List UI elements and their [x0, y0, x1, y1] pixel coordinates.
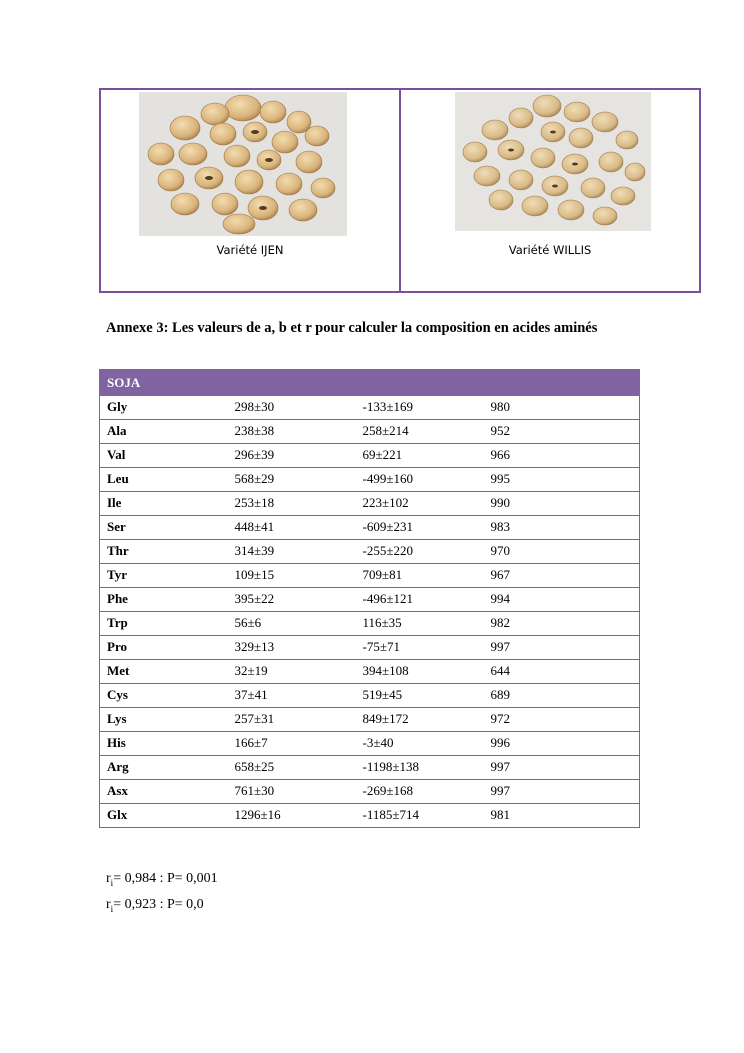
cell-amino-acid: Ser	[100, 516, 228, 540]
cell-a-value: 296±39	[228, 444, 356, 468]
cell-b-value: 69±221	[356, 444, 484, 468]
cell-amino-acid: Tyr	[100, 564, 228, 588]
table-row	[100, 420, 640, 444]
cell-b-value: 709±81	[356, 564, 484, 588]
cell-a-value: 56±6	[228, 612, 356, 636]
bean-photo-willis	[455, 92, 651, 231]
table-row	[100, 708, 640, 732]
cell-r-value: 966	[484, 444, 640, 468]
cell-a-value: 32±19	[228, 660, 356, 684]
table-header-soja: SOJA	[100, 370, 640, 396]
table-row	[100, 516, 640, 540]
table-row	[100, 612, 640, 636]
cell-a-value: 568±29	[228, 468, 356, 492]
cell-b-value: -75±71	[356, 636, 484, 660]
cell-amino-acid: Glx	[100, 804, 228, 828]
cell-amino-acid: Ile	[100, 492, 228, 516]
amino-acid-table	[99, 369, 640, 828]
cell-amino-acid: Gly	[100, 396, 228, 420]
cell-r-value: 644	[484, 660, 640, 684]
cell-amino-acid: Phe	[100, 588, 228, 612]
cell-r-value: 689	[484, 684, 640, 708]
correlation-note-2	[106, 897, 204, 914]
cell-b-value: -269±168	[356, 780, 484, 804]
table-row	[100, 396, 640, 420]
figure-cell-willis	[399, 90, 699, 291]
note-prefix: r	[106, 897, 111, 912]
figure-table	[99, 88, 701, 293]
figure-cell-ijen	[101, 90, 399, 291]
cell-r-value: 996	[484, 732, 640, 756]
cell-amino-acid: Lys	[100, 708, 228, 732]
cell-a-value: 329±13	[228, 636, 356, 660]
cell-r-value: 970	[484, 540, 640, 564]
cell-a-value: 37±41	[228, 684, 356, 708]
cell-r-value: 980	[484, 396, 640, 420]
note-subscript: i	[110, 877, 114, 888]
cell-r-value: 981	[484, 804, 640, 828]
cell-r-value: 967	[484, 564, 640, 588]
note-text: = 0,923 : P= 0,0	[113, 897, 204, 912]
cell-r-value: 995	[484, 468, 640, 492]
bean-photo-willis-graphic	[455, 92, 651, 231]
cell-a-value: 253±18	[228, 492, 356, 516]
table-row	[100, 540, 640, 564]
table-row	[100, 756, 640, 780]
cell-a-value: 761±30	[228, 780, 356, 804]
table-row	[100, 444, 640, 468]
table-row	[100, 660, 640, 684]
cell-b-value: -3±40	[356, 732, 484, 756]
cell-a-value: 298±30	[228, 396, 356, 420]
cell-r-value: 994	[484, 588, 640, 612]
cell-amino-acid: Arg	[100, 756, 228, 780]
bean-photo-ijen	[139, 92, 347, 236]
cell-a-value: 238±38	[228, 420, 356, 444]
cell-r-value: 983	[484, 516, 640, 540]
cell-a-value: 166±7	[228, 732, 356, 756]
cell-amino-acid: Thr	[100, 540, 228, 564]
cell-r-value: 997	[484, 780, 640, 804]
cell-r-value: 952	[484, 420, 640, 444]
cell-a-value: 314±39	[228, 540, 356, 564]
cell-b-value: 116±35	[356, 612, 484, 636]
cell-a-value: 448±41	[228, 516, 356, 540]
table-row	[100, 780, 640, 804]
cell-b-value: -1198±138	[356, 756, 484, 780]
cell-r-value: 972	[484, 708, 640, 732]
note-prefix: r	[106, 871, 111, 886]
cell-b-value: -499±160	[356, 468, 484, 492]
cell-b-value: -609±231	[356, 516, 484, 540]
table-body	[100, 396, 640, 828]
cell-amino-acid: Ala	[100, 420, 228, 444]
cell-b-value: -1185±714	[356, 804, 484, 828]
cell-a-value: 395±22	[228, 588, 356, 612]
cell-r-value: 997	[484, 756, 640, 780]
cell-amino-acid: His	[100, 732, 228, 756]
cell-amino-acid: Val	[100, 444, 228, 468]
cell-amino-acid: Leu	[100, 468, 228, 492]
table-row	[100, 564, 640, 588]
cell-b-value: 258±214	[356, 420, 484, 444]
table-row	[100, 588, 640, 612]
table-row	[100, 684, 640, 708]
annexe-title: Annexe 3: Les valeurs de a, b et r pour calculer la composition en acides aminés	[106, 320, 598, 336]
cell-r-value: 982	[484, 612, 640, 636]
table-header-row	[100, 370, 640, 396]
cell-amino-acid: Met	[100, 660, 228, 684]
cell-a-value: 257±31	[228, 708, 356, 732]
figure-caption-ijen: Variété IJEN	[216, 243, 284, 257]
cell-b-value: -133±169	[356, 396, 484, 420]
cell-b-value: -496±121	[356, 588, 484, 612]
cell-amino-acid: Pro	[100, 636, 228, 660]
table-row	[100, 468, 640, 492]
table-row	[100, 636, 640, 660]
correlation-note-1	[106, 871, 218, 888]
cell-a-value: 1296±16	[228, 804, 356, 828]
table-row	[100, 732, 640, 756]
cell-amino-acid: Cys	[100, 684, 228, 708]
cell-b-value: -255±220	[356, 540, 484, 564]
note-subscript: i	[110, 903, 114, 914]
table-row	[100, 804, 640, 828]
figure-caption-willis: Variété WILLIS	[508, 243, 592, 257]
cell-b-value: 519±45	[356, 684, 484, 708]
cell-r-value: 997	[484, 636, 640, 660]
bean-photo-ijen-graphic	[139, 92, 347, 236]
cell-b-value: 849±172	[356, 708, 484, 732]
cell-amino-acid: Trp	[100, 612, 228, 636]
cell-amino-acid: Asx	[100, 780, 228, 804]
table-row	[100, 492, 640, 516]
cell-b-value: 223±102	[356, 492, 484, 516]
cell-r-value: 990	[484, 492, 640, 516]
cell-a-value: 109±15	[228, 564, 356, 588]
note-text: = 0,984 : P= 0,001	[113, 871, 218, 886]
cell-b-value: 394±108	[356, 660, 484, 684]
cell-a-value: 658±25	[228, 756, 356, 780]
